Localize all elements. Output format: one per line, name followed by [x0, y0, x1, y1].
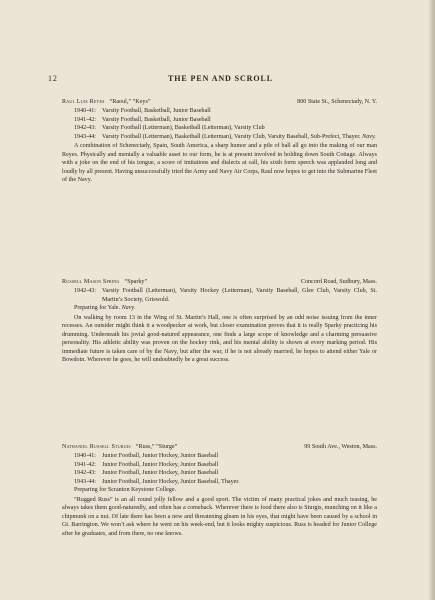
prep-line — [74, 304, 377, 313]
record-year: 1942-43: — [74, 125, 97, 132]
record-year: 1941-42: — [74, 461, 97, 468]
student-address: 99 South Ave., Weston, Mass. — [304, 444, 377, 450]
record-line — [74, 478, 377, 487]
record-activities: Varsity Football (Letterman), Varsity Hockey (Letterman), Varsity Baseball, Glee Club, Varsity Club, St. Martin’s Society, Griswold. — [102, 288, 377, 303]
entry-paragraph: A combination of Schenectady, Spain, South America, a sharp humor and a pile of ball all go into the making of our man Reyes. Physically and mentally a valuable asset to our form, he is at present involved in holding down South Cottage. Always with a joke on the end of his tongue, a score of imitations and dialects at call, his sixth form speech was applauded long and loudly by all present. Having unsuccessfully tried the Army and Navy Air Corps, Raul now hopes to get into the Submarine Fleet of the Navy. — [62, 143, 377, 184]
record-activities: Junior Football, Junior Hockey, Junior Baseball — [102, 461, 219, 468]
running-title: THE PEN AND SCROLL — [168, 74, 273, 83]
record-line — [74, 133, 377, 142]
student-nickname: “Sparky” — [124, 279, 148, 285]
entry-name-line — [62, 278, 377, 287]
entry-paragraph: “Rugged Russ” is an all round jolly fellow and a good sport. The victim of many practical jokes and much teasing, he always takes them good-naturedly, and often has a comeback. Wherever there is food there also is Sturgis, munching on it like a chipmunk on a nut. Of late there has been a new and threatening gleam in his eyes, that might have been caused by a school in Gt. Barrington. We won’t ask where he went on his week-end, but it looks mighty suspicious. Russ is headed for Junior College after he graduates, and from there, no one knows. — [62, 496, 377, 537]
record-line — [74, 124, 377, 133]
entry-name-line — [62, 98, 377, 107]
record-line — [74, 469, 377, 478]
record-activities: Junior Football, Junior Hockey, Junior Baseball — [102, 453, 219, 459]
prep-line: Preparing for Scranton Keystone College. — [74, 487, 177, 494]
record-year: 1942-43: — [74, 470, 97, 477]
record-year: 1940-41: — [74, 108, 97, 114]
student-entry-reyes — [62, 98, 377, 185]
prep-italic: Navy. — [121, 305, 136, 312]
record-line — [74, 452, 377, 461]
student-entry-spring — [62, 278, 377, 365]
record-year: 1940-41: — [74, 453, 97, 459]
record-activities: Varsity Football (Letterman), Basketball (Letterman), Varsity Club — [102, 125, 265, 132]
record-activities: Junior Football, Junior Hockey, Junior Baseball — [102, 470, 219, 477]
entry-name-line — [62, 443, 377, 452]
entry-paragraph: On walking by room 13 in the Wing of St. Martin’s Hall, one is often surprised by an odd noise issuing from the inner recesses. An outsider might think it a woodpecker at work, but closer examination proves that it is really Sparky practicing his drumming. Underneath his jovial good-natured appearance, one finds a large scope of knowledge and a charming persuasive personality. His athletic ability was proven on the hockey rink, and his mental ability is shown at every marking period. His immediate future is taken care of by the Navy, but after the war, if he is not already married, he hopes to attend either Yale or Bowdoin. Wherever he goes, he will undoubtedly be a great success. — [62, 314, 377, 364]
student-nickname: “Russ,” “Sturge” — [135, 444, 178, 450]
record-text: Varsity Football (Letterman), Basketball (Letterman), Varsity Club, Varsity Baseball, Sub-Prefect, Thayer. — [102, 133, 361, 140]
record-line — [74, 116, 377, 125]
page-edge-shadow — [429, 0, 435, 600]
page-number: 12 — [48, 74, 58, 83]
student-address: Concord Road, Sudbury, Mass. — [300, 279, 377, 285]
record-year: 1941-42: — [74, 116, 97, 123]
page-header — [48, 74, 393, 86]
record-line — [74, 461, 377, 470]
record-activities: Junior Football, Junior Hockey, Junior Baseball, Thayer. — [102, 478, 240, 485]
record-activities: Varsity Football, Basketball, Junior Baseball — [102, 116, 211, 123]
record-year: 1943-44: — [74, 478, 97, 485]
student-nickname: “Raoul,” “Keys” — [109, 99, 151, 105]
record-activities — [102, 133, 377, 142]
student-name: Russell Mason Spring — [62, 279, 120, 285]
record-line — [74, 287, 377, 304]
record-activities: Varsity Football, Basketball, Junior Baseball — [102, 108, 211, 114]
record-year: 1942-43: — [74, 288, 97, 294]
student-name: Nathaniel Russell Sturgis — [62, 444, 131, 450]
student-entry-sturgis — [62, 443, 377, 538]
record-year: 1943-44: — [74, 133, 97, 140]
prep-text: Preparing for Yale. — [74, 305, 121, 312]
record-italic: Navy. — [362, 133, 376, 140]
student-name: Raul Luis Reyes — [62, 99, 105, 105]
record-line — [74, 107, 377, 116]
student-address: 800 State St., Schenectady, N. Y. — [297, 99, 377, 105]
